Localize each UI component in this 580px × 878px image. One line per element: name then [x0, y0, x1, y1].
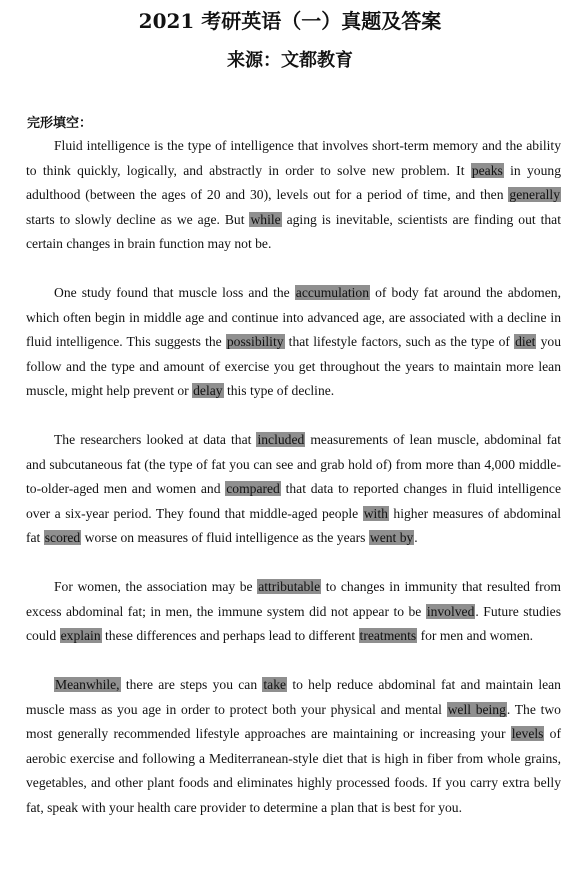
- source-line: 来源：文都教育: [227, 50, 353, 71]
- text-segment: worse on measures of fluid intelligence as the years: [81, 530, 369, 545]
- text-segment: The researchers looked at data that: [54, 432, 257, 447]
- text-segment: to help reduce abdominal fat and maintain lean muscle mass as you age in order to protect both your physical and mental: [26, 677, 561, 717]
- text-segment: these differences and perhaps lead to different: [101, 628, 359, 643]
- passage-paragraph: [26, 134, 561, 257]
- passage-paragraph: [26, 428, 561, 551]
- highlighted-answer: delay: [193, 383, 223, 398]
- text-segment: One study found that muscle loss and the: [54, 285, 295, 300]
- text-segment: . Future studies could: [26, 603, 561, 643]
- highlighted-answer: compared: [226, 481, 280, 496]
- highlighted-answer: accumulation: [295, 285, 370, 300]
- highlighted-answer: included: [257, 432, 305, 447]
- passage-paragraph: [26, 281, 561, 404]
- passage: [26, 134, 561, 845]
- text-segment: .: [414, 530, 418, 545]
- text-segment: this type of decline.: [223, 383, 335, 398]
- text-segment: starts to slowly decline as we age. But: [26, 211, 250, 227]
- highlighted-answer: Meanwhile,: [55, 677, 120, 692]
- highlighted-answer: take: [263, 677, 287, 692]
- highlighted-answer: attributable: [258, 579, 321, 594]
- highlighted-answer: scored: [44, 530, 81, 545]
- text-segment: higher measures of abdominal fat: [26, 505, 561, 545]
- text-segment: For women, the association may be: [54, 579, 258, 594]
- page-title: 2021 考研英语（一）真题及答案: [138, 9, 442, 33]
- section-label: 完形填空：: [27, 116, 93, 131]
- highlighted-answer: possibility: [226, 334, 284, 349]
- passage-paragraph: [26, 673, 561, 820]
- text-segment: Fluid intelligence is the type of intelligence that involves short-term memory and the ability to think quickly, logically, and abstractly in order to solve new problem. It: [26, 138, 561, 178]
- highlighted-answer: levels: [511, 726, 544, 741]
- highlighted-answer: diet: [515, 334, 536, 349]
- highlighted-answer: with: [363, 505, 388, 521]
- highlighted-answer: generally: [509, 187, 560, 202]
- highlighted-answer: went by: [369, 530, 414, 545]
- highlighted-answer: well being: [447, 701, 506, 717]
- passage-paragraph: [26, 575, 561, 649]
- text-segment: measurements of lean muscle, abdominal fat and subcutaneous fat (the type of fat you can see and grab hold of) from more than 4,000 middle-to-older-aged men and women and: [26, 432, 561, 496]
- highlighted-answer: explain: [60, 628, 101, 643]
- highlighted-answer: peaks: [471, 162, 503, 178]
- text-segment: you follow and the type and amount of exercise you get throughout the years to maintain more lean muscle, might help prevent or: [26, 334, 562, 398]
- highlighted-answer: while: [250, 211, 281, 227]
- text-segment: . The two most generally recommended lifestyle approaches are maintaining or increasing your: [26, 701, 561, 741]
- text-segment: for men and women.: [417, 628, 534, 643]
- text-segment: aging is inevitable, scientists are finding out that certain changes in brain function may not be.: [26, 211, 561, 251]
- text-segment: of body fat around the abdomen, which often begin in middle age and continue into advanced age, are associated with a decline in fluid intelligence. This suggests the: [26, 285, 561, 349]
- text-segment: there are steps you can: [120, 677, 263, 692]
- text-segment: that lifestyle factors, such as the type of: [284, 334, 515, 349]
- text-segment: of aerobic exercise and following a Mediterranean-style diet that is high in fiber from whole grains, vegetables, and other plant foods and eliminates highly processed foods. If you carry extra belly fat, speak with your health care provider to determine a plan that is best for you.: [26, 726, 561, 815]
- highlighted-answer: involved: [426, 603, 475, 619]
- text-segment: in young adulthood (between the ages of 20 and 30), levels out for a period of time, and then: [26, 162, 561, 202]
- text-segment: that data to reported changes in fluid intelligence over a six-year period. They found that middle-aged people: [26, 481, 561, 521]
- text-segment: to changes in immunity that resulted from excess abdominal fat; in men, the immune system did not appear to be: [26, 579, 561, 619]
- highlighted-answer: treatments: [359, 628, 417, 643]
